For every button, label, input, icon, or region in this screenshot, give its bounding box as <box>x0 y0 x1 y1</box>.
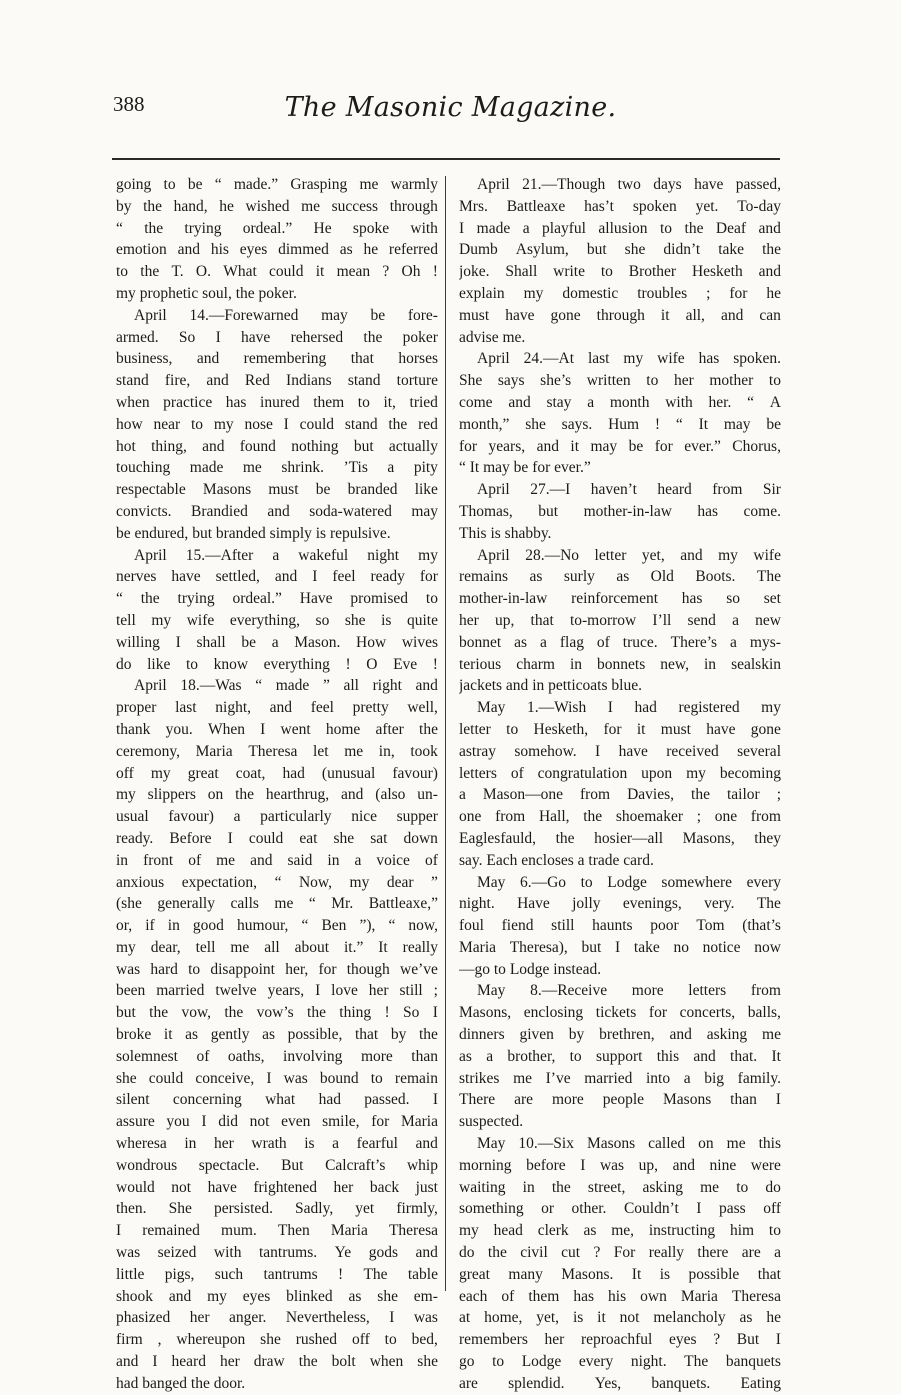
text-line: letter to Hesketh, for it must have gone <box>459 720 781 738</box>
text-line: She says she’s written to her mother to <box>459 372 781 390</box>
text-line: great many Masons. It is possible that <box>459 1265 781 1283</box>
text-line: and I heard her draw the bolt when she <box>116 1353 438 1371</box>
text-line: suspected. <box>459 1113 524 1131</box>
text-line: been married twelve years, I love her still ; <box>116 982 438 1000</box>
text-line: proper last night, and feel pretty well, <box>116 699 438 717</box>
text-line: remains as surly as Old Boots. The <box>459 568 781 586</box>
text-column-right <box>459 174 781 1395</box>
text-line: willing I shall be a Mason. How wives <box>116 633 438 651</box>
text-line: at home, yet, is it not melancholy as he <box>459 1309 781 1327</box>
text-line: emotion and his eyes dimmed as he referred <box>116 241 438 259</box>
text-line: come and stay a month with her. “ A <box>459 393 781 411</box>
text-line: had banged the door. <box>116 1374 246 1392</box>
text-line: astray somehow. I have received several <box>459 742 781 760</box>
text-line: armed. So I have rehersed the poker <box>116 328 438 346</box>
text-line: (she generally calls me “ Mr. Battleaxe,” <box>116 895 438 913</box>
text-line: be endured, but branded simply is repulsive. <box>116 524 391 542</box>
text-line: hot thing, and found nothing but actually <box>116 437 438 455</box>
text-line: when practice has inured them to it, tried <box>116 393 438 411</box>
text-line: to the T. O. What could it mean ? Oh ! <box>116 263 438 281</box>
text-line: broke it as gently as possible, that by the <box>116 1026 438 1044</box>
text-line: off my great coat, had (unusual favour) <box>116 764 438 782</box>
text-line: May 10.—Six Masons called on me this <box>477 1135 781 1153</box>
text-line: remembers her reproachful eyes ? But I <box>459 1331 781 1349</box>
text-line: business, and remembering that horses <box>116 350 438 368</box>
text-line: April 21.—Though two days have passed, <box>477 176 781 193</box>
text-line: solemnest of oaths, involving more than <box>116 1047 438 1065</box>
text-line: was hard to disappoint her, for though we’ve <box>116 960 438 978</box>
text-line: May 1.—Wish I had registered my <box>477 699 781 717</box>
text-line: something or other. Couldn’t I pass off <box>459 1200 781 1218</box>
text-line: foul fiend still haunts poor Tom (that’s <box>459 917 781 935</box>
text-line: one from Hall, the shoemaker ; one from <box>459 808 781 826</box>
text-line: tell my wife everything, so she is quite <box>116 611 438 629</box>
text-line: how near to my nose I could stand the red <box>116 415 438 433</box>
text-line: Masons, enclosing tickets for concerts, balls, <box>459 1004 781 1022</box>
text-line: but the vow, the vow’s the thing ! So I <box>116 1004 438 1022</box>
text-line: she could conceive, I was bound to remain <box>116 1069 438 1087</box>
text-line: April 15.—After a wakeful night my <box>134 546 438 564</box>
text-line: usual favour) a particularly nice supper <box>116 808 438 826</box>
text-line: must have gone through it all, and can <box>459 306 781 324</box>
text-line: Mrs. Battleaxe has’t spoken yet. To-day <box>459 197 781 215</box>
text-line: do the civil cut ? For really there are a <box>459 1244 781 1262</box>
text-line: Dumb Asylum, but she didn’t take the <box>459 241 781 259</box>
text-line: “ the trying ordeal.” Have promised to <box>116 590 438 608</box>
text-line: touching made me shrink. ’Tis a pity <box>116 459 438 477</box>
text-line: are splendid. Yes, banquets. Eating <box>459 1374 781 1392</box>
text-line: nerves have settled, and I feel ready for <box>116 568 438 586</box>
text-line: advise me. <box>459 328 526 346</box>
text-line: wondrous spectacle. But Calcraft’s whip <box>116 1156 438 1174</box>
text-line: going to be “ made.” Grasping me warmly <box>116 176 438 193</box>
text-line: joke. Shall write to Brother Hesketh and <box>459 263 781 281</box>
text-column-left <box>116 174 438 1395</box>
text-line: April 18.—Was “ made ” all right and <box>134 677 438 695</box>
text-line: as a brother, to support this and that. It <box>459 1047 781 1065</box>
text-line: do like to know everything ! O Eve ! <box>116 655 438 673</box>
text-line: thank you. When I went home after the <box>116 720 438 738</box>
page-number: 388 <box>113 92 145 116</box>
text-line: say. Each encloses a trade card. <box>459 851 654 869</box>
text-line: This is shabby. <box>459 524 552 542</box>
text-line: May 8.—Receive more letters from <box>477 982 781 1000</box>
text-line: morning before I was up, and nine were <box>459 1156 781 1174</box>
text-line: for years, and it may be for ever.” Chorus, <box>459 437 781 455</box>
text-line: anxious expectation, “ Now, my dear ” <box>116 873 438 891</box>
text-line: stand fire, and Red Indians stand torture <box>116 372 438 390</box>
text-line: There are more people Masons than I <box>459 1091 781 1109</box>
text-line: mother-in-law reinforcement has so set <box>459 590 781 608</box>
text-line: terious charm in bonnets new, in sealskin <box>459 655 781 673</box>
text-line: explain my domestic troubles ; for he <box>459 284 781 302</box>
text-line: my slippers on the hearthrug, and (also un- <box>116 786 438 804</box>
text-line: by the hand, he wished me success through <box>116 197 438 215</box>
text-line: April 24.—At last my wife has spoken. <box>477 350 781 368</box>
text-line: “ It may be for ever.” <box>459 459 591 477</box>
text-line: in front of me and said in a voice of <box>116 851 438 869</box>
column-divider <box>445 176 446 1291</box>
text-line: April 14.—Forewarned may be fore- <box>134 306 438 324</box>
text-line: my dear, tell me all about it.” It really <box>116 938 438 956</box>
text-line: my head clerk as me, instructing him to <box>459 1222 781 1240</box>
text-line: night. Have jolly evenings, very. The <box>459 895 781 913</box>
text-line: “ the trying ordeal.” He spoke with <box>116 219 438 237</box>
text-line: month,” she says. Hum ! “ It may be <box>459 415 781 433</box>
text-line: ready. Before I could eat she sat down <box>116 829 438 847</box>
text-line: I remained mum. Then Maria Theresa <box>116 1222 438 1240</box>
text-line: Eaglesfauld, the hosier—all Masons, they <box>459 829 781 847</box>
text-line: Thomas, but mother-in-law has come. <box>459 502 781 520</box>
text-line: Maria Theresa), but I take no notice now <box>459 938 781 956</box>
text-line: then. She persisted. Sadly, yet firmly, <box>116 1200 438 1218</box>
text-line: silent concerning what had passed. I <box>116 1091 438 1109</box>
text-line: convicts. Brandied and soda-watered may <box>116 502 438 520</box>
text-line: little pigs, such tantrums ! The table <box>116 1265 438 1283</box>
text-line: ceremony, Maria Theresa let me in, took <box>116 742 438 760</box>
text-line: bonnet as a flag of truce. There’s a mys- <box>459 633 781 651</box>
text-line: was seized with tantrums. Ye gods and <box>116 1244 438 1262</box>
text-line: go to Lodge every night. The banquets <box>459 1353 781 1371</box>
text-line: shook and my eyes blinked as she em- <box>116 1287 438 1305</box>
text-line: wheresa in her wrath is a fearful and <box>116 1135 438 1153</box>
text-line: respectable Masons must be branded like <box>116 481 438 499</box>
text-line: April 28.—No letter yet, and my wife <box>477 546 781 564</box>
text-line: a Mason—one from Davies, the tailor ; <box>459 786 781 804</box>
text-line: —go to Lodge instead. <box>459 960 602 978</box>
text-line: each of them has his own Maria Theresa <box>459 1287 781 1305</box>
text-line: phasized her anger. Nevertheless, I was <box>116 1309 438 1327</box>
text-line: her up, that to-morrow I’ll send a new <box>459 611 781 629</box>
running-title: The Masonic Magazine. <box>284 92 617 123</box>
text-line: April 27.—I haven’t heard from Sir <box>477 481 781 499</box>
text-line: waiting in the street, asking me to do <box>459 1178 781 1196</box>
text-line: jackets and in petticoats blue. <box>459 677 642 695</box>
text-line: I made a playful allusion to the Deaf and <box>459 219 781 237</box>
text-line: letters of congratulation upon my becoming <box>459 764 781 782</box>
text-line: would not have frightened her back just <box>116 1178 438 1196</box>
text-line: my prophetic soul, the poker. <box>116 284 297 302</box>
text-line: strikes me I’ve married into a big family. <box>459 1069 781 1087</box>
text-line: May 6.—Go to Lodge somewhere every <box>477 873 781 891</box>
text-line: firm , whereupon she rushed off to bed, <box>116 1331 438 1349</box>
text-line: assure you I did not even smile, for Maria <box>116 1113 438 1131</box>
text-line: or, if in good humour, “ Ben ”), “ now, <box>116 917 438 935</box>
text-line: dinners given by brethren, and asking me <box>459 1026 781 1044</box>
header-rule <box>112 158 780 160</box>
